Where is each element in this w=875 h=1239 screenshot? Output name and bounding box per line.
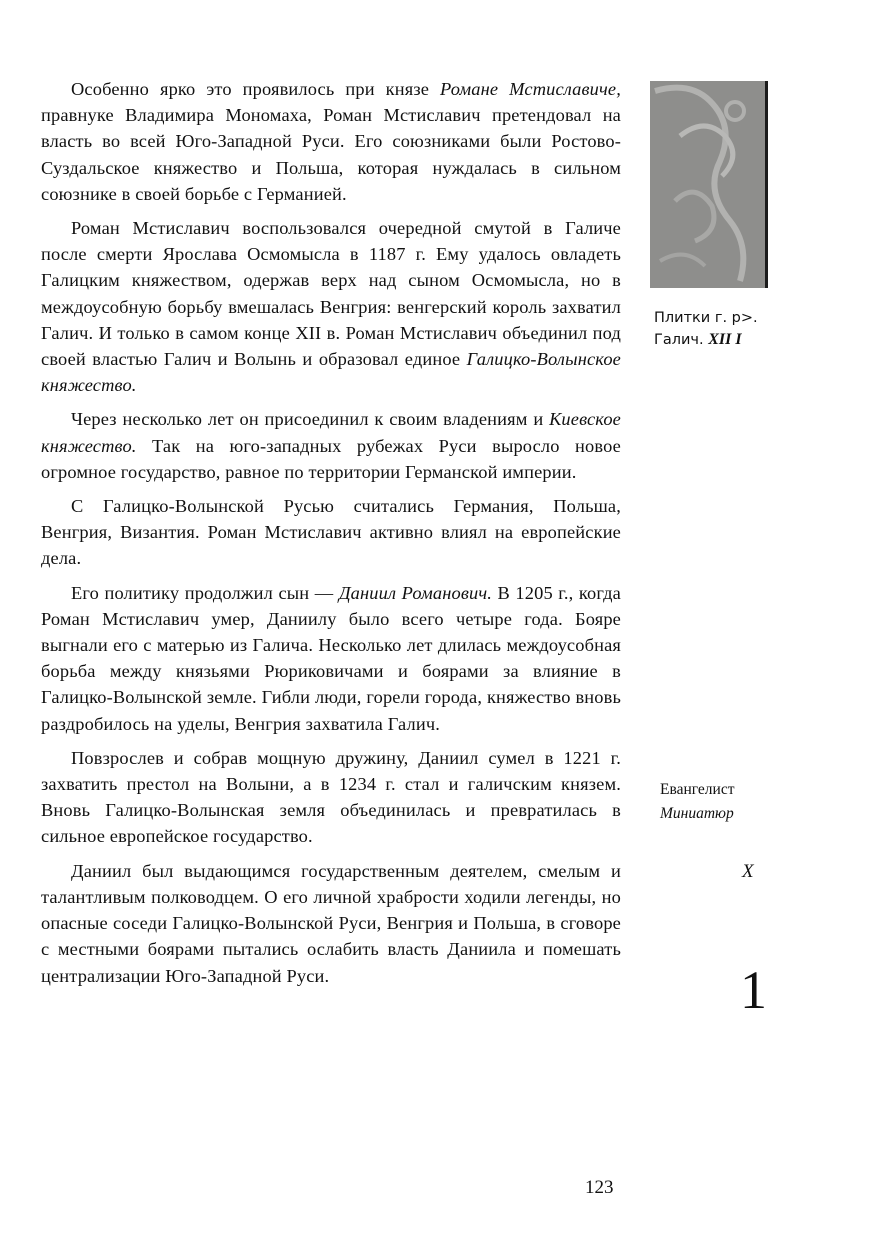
paragraph-text: С Галицко-Волынской Русью считались Германия, Польша, Венгрия, Византия. Роман Мстиславич активно влиял на европейские дела. [41, 496, 621, 569]
paragraph-text: Повзрослев и собрав мощную дружину, Даниил сумел в 1221 г. захватить престол на Волыни, а в 1234 г. стал и галичским князем. Вновь Галицко-Волынская земля объединилась и превратилась в сильное европейское государство. [41, 747, 621, 847]
margin-caption-x: X [742, 861, 754, 882]
paragraph-text: Роман Мстиславич воспользовался очередной смутой в Галиче после смерти Ярослава Осмомысла в 1187 г. Ему удалось овладеть Галицким княжеством, одержав верх над сыном Осмомысла, но в междоусобную борьбу вмешалась Венгрия: венгерский король захватил Галич. И только в самом конце XII в. Роман Мстиславич объединил под своей властью Галич и Волынь и образовал единое [41, 218, 621, 370]
paragraph-text: Даниил был выдающимся государственным деятелем, смелым и талантливым полководцем. О его личной храбрости ходили легенды, но опасные соседи Галицко-Волынской Руси, Венгрия и Польша, в сговоре с местными боярами пытались ослабить власть Даниила и помешать централизации Юго-Западной Руси. [41, 860, 621, 986]
carved-tile-image [650, 81, 768, 288]
tile-caption-line-1: Плитки г. р>. [654, 310, 758, 326]
italic-term: Галицко-Волынское княжество. [41, 349, 621, 396]
page-number: 123 [585, 1177, 614, 1198]
paragraph [41, 580, 621, 737]
paragraph-text: В 1205 г., когда Роман Мстиславич умер, Даниилу было всего четыре года. Бояре выгнали его с матерью из Галича. Несколько лет длилась междоусобная борьба между князьями Рюриковичами и боярами за влияние в Галицко-Волынской земле. Гибли люди, горели города, княжество вновь раздробилось на уделы, Венгрия захватила Галич. [41, 582, 621, 734]
paragraph-text: Его политику продолжил сын — [71, 582, 339, 603]
paragraph [41, 215, 621, 398]
paragraph-text: Особенно ярко это проявилось при князе [71, 79, 441, 99]
miniature-caption-line-1: Евангелист [660, 781, 735, 798]
paragraph [41, 76, 621, 207]
paragraph-text: Через несколько лет он присоединил к своим владениям и [71, 409, 550, 430]
italic-term: Даниил Романович. [338, 582, 492, 603]
paragraph [41, 745, 621, 850]
tile-caption-century: XII I [708, 331, 742, 348]
main-text-column [41, 76, 621, 997]
paragraph-text: Так на юго-западных рубежах Руси выросло новое огромное государство, равное по территории Германской империи. [41, 435, 621, 482]
italic-term: Романе Мстиславиче, [440, 79, 621, 99]
tile-caption-line-2: Галич. XII I [654, 331, 742, 348]
miniature-caption-line-2: Миниатюр [660, 805, 734, 822]
miniature-caption [660, 778, 820, 826]
paragraph [41, 858, 621, 989]
margin-caption-large-numeral: 1 [740, 960, 767, 1020]
paragraph [41, 493, 621, 572]
paragraph [41, 406, 621, 485]
tile-ornament-graphic [650, 81, 765, 288]
italic-term: Киевское княжество. [41, 409, 621, 456]
tile-caption [654, 308, 814, 351]
paragraph-text: правнуке Владимира Мономаха, Роман Мстиславич претендовал на власть во всей Юго-Западной Руси. Его союзниками были Ростово-Суздальское княжество и Польша, которая нуждалась в сильном союзнике в своей борьбе с Германией. [41, 105, 621, 204]
